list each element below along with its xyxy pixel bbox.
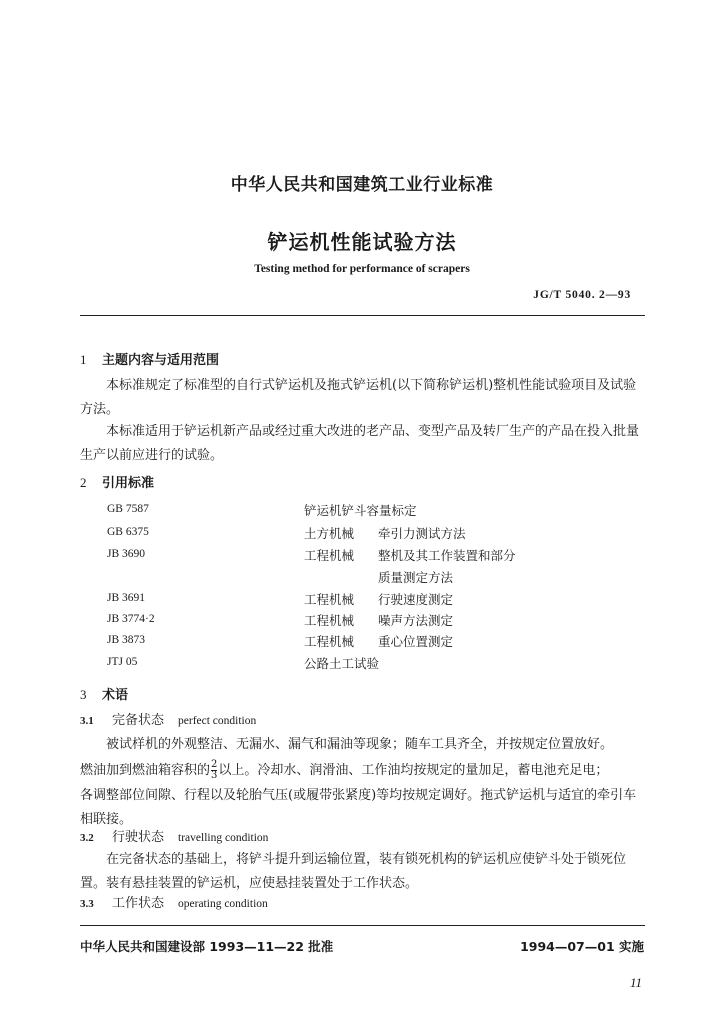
approval-info: 中华人民共和国建设部 1993—11—22 批准	[80, 939, 334, 954]
section-1-heading	[80, 349, 219, 368]
effective-date: 1994—07—01 实施	[520, 939, 644, 954]
header-divider	[80, 315, 645, 316]
subsection-english-term: travelling condition	[178, 832, 269, 844]
text-run: 燃油加到燃油箱容积的	[80, 763, 211, 778]
section-1-paragraph-1: 本标准规定了标准型的自行式铲运机及拖式铲运机(以下简称铲运机)整机性能试验项目及试验方法。	[80, 378, 637, 417]
ref-category: 工程机械	[304, 592, 355, 607]
ref-category: 工程机械	[304, 613, 355, 628]
subsection-title: 工作状态	[112, 896, 165, 911]
ref-code: JB 3691	[107, 592, 146, 604]
ref-name: 重心位置测定	[378, 634, 454, 649]
subsection-3-2-heading	[80, 826, 268, 845]
section-number: 3	[80, 687, 87, 702]
subsection-3-2-paragraph: 在完备状态的基础上，将铲斗提升到运输位置，装有锁死机构的铲运机应使铲斗处于锁死位置。装有悬挂装置的铲运机，应使悬挂装置处于工作状态。	[80, 852, 627, 891]
ref-code: JB 3873	[107, 634, 146, 646]
section-title: 主题内容与适用范围	[102, 353, 220, 368]
standard-title: 铲运机性能试验方法	[267, 230, 457, 254]
subsection-3-3-heading	[80, 892, 268, 911]
fraction-denominator: 3	[211, 770, 218, 781]
subsection-3-1-line-3: 各调整部位间隙、行程以及轮胎气压(或履带张紧度)等均按规定调好。拖式铲运机与适宜的牵引车相联接。	[80, 788, 637, 827]
section-1-paragraph-2: 本标准适用于铲运机新产品或经过重大改进的老产品、变型产品及转厂生产的产品在投入批量生产以前应进行的试验。	[80, 424, 640, 463]
ref-code: JB 3774·2	[107, 613, 155, 625]
subsection-number: 3.3	[80, 898, 94, 910]
organization-title: 中华人民共和国建筑工业行业标准	[230, 175, 494, 195]
subsection-3-1-line-2	[80, 759, 644, 783]
ref-category: 土方机械	[304, 526, 355, 541]
ref-name: 整机及其工作装置和部分	[378, 548, 516, 563]
ref-code: GB 6375	[107, 526, 149, 538]
page-number: 11	[629, 975, 642, 990]
section-title: 引用标准	[102, 476, 155, 491]
subsection-english-term: perfect condition	[178, 715, 257, 727]
text-run: 以上。冷却水、润滑油、工作油均按规定的量加足，蓄电池充足电；	[218, 763, 609, 778]
ref-code: GB 7587	[107, 503, 149, 515]
subsection-title: 完备状态	[112, 713, 165, 728]
fraction-numerator: 2	[211, 759, 218, 770]
ref-category: 铲运机铲斗容量标定	[304, 503, 417, 518]
footer-divider	[80, 925, 645, 926]
section-number: 2	[80, 475, 87, 490]
ref-category: 工程机械	[304, 634, 355, 649]
subsection-number: 3.1	[80, 715, 94, 727]
ref-category: 公路土工试验	[304, 656, 380, 671]
standard-code: JG/T 5040. 2—93	[533, 289, 631, 301]
ref-name: 牵引力测试方法	[378, 526, 466, 541]
ref-name: 质量测定方法	[378, 570, 454, 585]
subsection-number: 3.2	[80, 832, 94, 844]
section-3-heading	[80, 684, 128, 703]
fraction	[211, 760, 217, 781]
section-2-heading	[80, 472, 154, 491]
ref-code: JTJ 05	[107, 656, 138, 668]
english-title: Testing method for performance of scrapers	[254, 263, 470, 275]
section-number: 1	[80, 352, 87, 367]
subsection-3-1-heading	[80, 709, 256, 728]
ref-code: JB 3690	[107, 548, 146, 560]
subsection-title: 行驶状态	[112, 830, 165, 845]
ref-name: 行驶速度测定	[378, 592, 454, 607]
ref-name: 噪声方法测定	[378, 613, 454, 628]
subsection-english-term: operating condition	[178, 898, 268, 910]
ref-category: 工程机械	[304, 548, 355, 563]
subsection-3-1-line-1: 被试样机的外观整洁、无漏水、漏气和漏油等现象；随车工具齐全，并按规定位置放好。	[106, 737, 614, 752]
section-title: 术语	[102, 688, 129, 703]
